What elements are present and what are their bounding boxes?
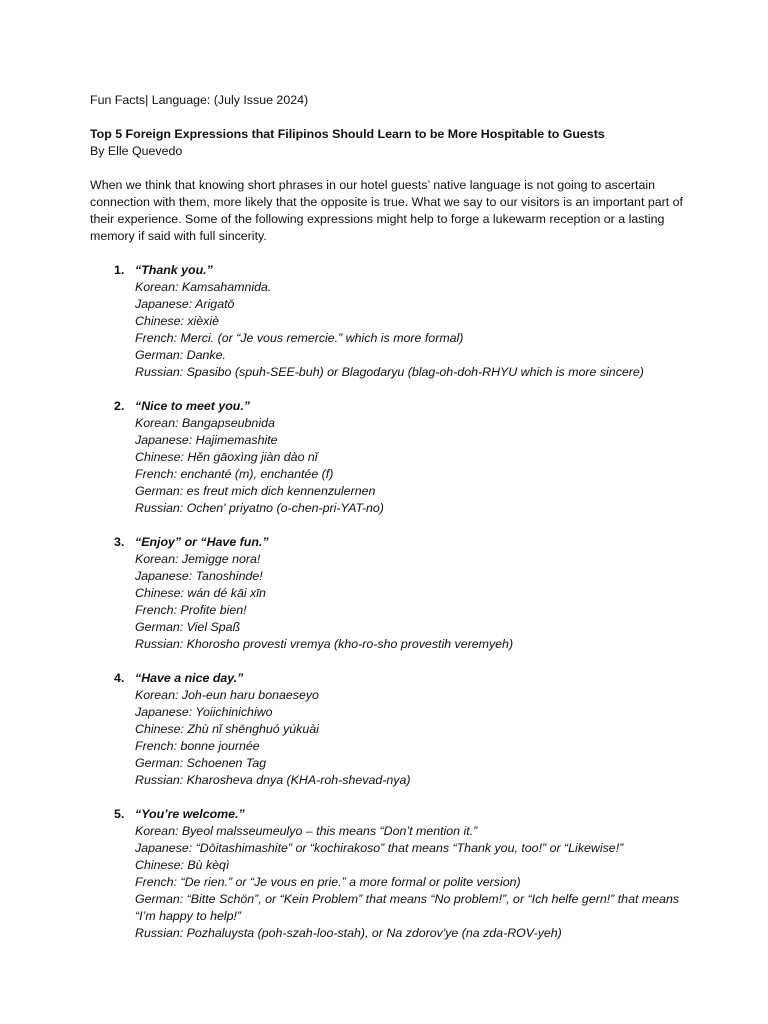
translation-german: German: Viel Spaß bbox=[135, 620, 241, 634]
expression-item bbox=[90, 670, 690, 789]
item-number: 4. bbox=[114, 671, 125, 685]
section-kicker: Fun Facts| Language: (July Issue 2024) bbox=[90, 93, 309, 107]
translation-korean: Korean: Bangapseubnida bbox=[135, 416, 275, 430]
translation-japanese: Japanese: Yoiichinichiwo bbox=[135, 705, 273, 719]
article-byline: By Elle Quevedo bbox=[90, 144, 183, 158]
translation-chinese: Chinese: wán dé kāi xīn bbox=[135, 586, 266, 600]
expression-item bbox=[90, 398, 690, 517]
document-page bbox=[90, 92, 690, 959]
translation-french: French: enchanté (m), enchantée (f) bbox=[135, 467, 334, 481]
translation-korean: Korean: Jemigge nora! bbox=[135, 552, 261, 566]
translation-chinese: Chinese: Hěn gāoxìng jiàn dào nǐ bbox=[135, 450, 318, 464]
expression-item bbox=[90, 806, 690, 942]
translation-japanese: Japanese: Hajimemashite bbox=[135, 433, 278, 447]
expression-phrase: “Nice to meet you.” bbox=[135, 399, 250, 413]
translation-korean: Korean: Byeol malsseumeulyo – this means “Don’t mention it.” bbox=[135, 824, 478, 838]
translation-japanese: Japanese: “Dōitashimashite” or “kochirakoso” that means “Thank you, too!” or “Likewise!” bbox=[135, 841, 624, 855]
translation-french: French: Merci. (or “Je vous remercie.” which is more formal) bbox=[135, 331, 464, 345]
translation-chinese: Chinese: Bù kèqì bbox=[135, 858, 230, 872]
translation-german: German: Schoenen Tag bbox=[135, 756, 267, 770]
translation-russian: Russian: Spasibo (spuh-SEE-buh) or Blagodaryu (blag-oh-doh-RHYU which is more sincere) bbox=[135, 365, 644, 379]
expression-item bbox=[90, 262, 690, 381]
translation-french: French: bonne journée bbox=[135, 739, 260, 753]
translation-chinese: Chinese: xièxiè bbox=[135, 314, 220, 328]
translation-french: French: “De rien.” or “Je vous en prie.” a more formal or polite version) bbox=[135, 875, 521, 889]
translation-korean: Korean: Kamsahamnida. bbox=[135, 280, 272, 294]
translation-german: German: “Bitte Schön”, or “Kein Problem” that means “No problem!”, or “Ich helfe gern!” that means “I’m happy to help!” bbox=[135, 892, 680, 923]
expressions-list bbox=[90, 262, 690, 942]
translation-russian: Russian: Khorosho provesti vremya (kho-ro-sho provestih veremyeh) bbox=[135, 637, 514, 651]
article-title: Top 5 Foreign Expressions that Filipinos Should Learn to be More Hospitable to Guests bbox=[90, 127, 605, 141]
translation-japanese: Japanese: Tanoshinde! bbox=[135, 569, 263, 583]
translation-russian: Russian: Ochen' priyatno (o-chen-pri-YAT-no) bbox=[135, 501, 384, 515]
translation-russian: Russian: Pozhaluysta (poh-szah-loo-stah), or Na zdorov'ye (na zda-ROV-yeh) bbox=[135, 926, 562, 940]
item-number: 3. bbox=[114, 535, 125, 549]
expression-item bbox=[90, 534, 690, 653]
intro-paragraph: When we think that knowing short phrases in our hotel guests’ native language is not going to ascertain connection with them, more likely that the opposite is true. What we say to our visitors is an important part of their experience. Some of the following expressions might help to forge a lukewarm reception or a lasting memory if said with full sincerity. bbox=[90, 178, 683, 243]
item-number: 2. bbox=[114, 399, 125, 413]
item-number: 5. bbox=[114, 807, 125, 821]
expression-phrase: “You’re welcome.” bbox=[135, 807, 245, 821]
expression-phrase: “Thank you.” bbox=[135, 263, 213, 277]
item-number: 1. bbox=[114, 263, 125, 277]
translation-chinese: Chinese: Zhù nǐ shēnghuó yúkuài bbox=[135, 722, 319, 736]
translation-japanese: Japanese: Arigatō bbox=[135, 297, 235, 311]
translation-german: German: es freut mich dich kennenzulernen bbox=[135, 484, 376, 498]
translation-korean: Korean: Joh-eun haru bonaeseyo bbox=[135, 688, 319, 702]
translation-russian: Russian: Kharosheva dnya (KHA-roh-shevad-nya) bbox=[135, 773, 411, 787]
translation-french: French: Profite bien! bbox=[135, 603, 247, 617]
translation-german: German: Danke. bbox=[135, 348, 226, 362]
expression-phrase: “Enjoy” or “Have fun.” bbox=[135, 535, 269, 549]
expression-phrase: “Have a nice day.” bbox=[135, 671, 244, 685]
